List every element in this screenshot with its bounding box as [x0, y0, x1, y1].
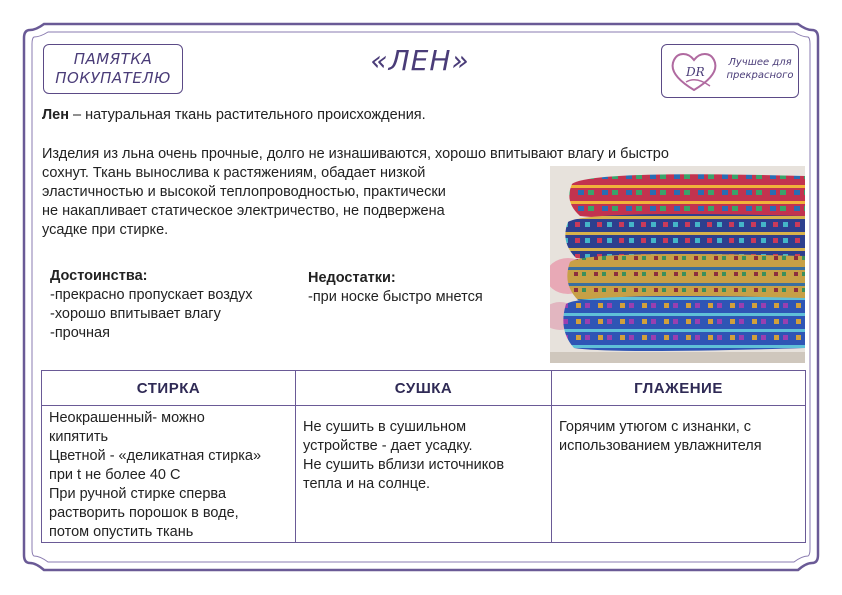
washing-line: Неокрашенный- можно	[49, 410, 205, 426]
care-instructions-table	[41, 370, 806, 543]
washing-line: потом опустить ткань	[49, 524, 194, 540]
disadvantages-heading: Недостатки:	[308, 270, 396, 286]
disadvantages-block	[308, 269, 483, 307]
washing-cell	[42, 406, 296, 543]
washing-line: кипятить	[49, 429, 109, 445]
drying-line: Не сушить в сушильном	[303, 419, 467, 435]
intro-term: Лен	[42, 107, 69, 123]
description-line: усадке при стирке.	[42, 222, 169, 238]
drying-line: тепла и на солнце.	[303, 476, 431, 492]
memo-badge	[43, 44, 183, 94]
advantage-item: -хорошо впитывает влагу	[50, 306, 221, 322]
advantages-heading: Достоинства:	[50, 268, 148, 284]
fabric-photo	[550, 166, 805, 363]
advantage-item: -прекрасно пропускает воздух	[50, 287, 253, 303]
drying-cell	[296, 406, 552, 543]
disadvantage-item: -при носке быстро мнется	[308, 289, 483, 305]
care-table-header-row	[42, 371, 806, 406]
advantage-item: -прочная	[50, 325, 110, 341]
washing-line: при t не более 40 С	[49, 467, 181, 483]
header-drying: СУШКА	[296, 371, 552, 406]
ironing-cell	[552, 406, 806, 543]
logo-slogan-line1: Лучшее для	[728, 57, 792, 68]
header-washing: СТИРКА	[42, 371, 296, 406]
intro-text: – натуральная ткань растительного происхождения.	[69, 107, 426, 123]
intro-definition	[42, 106, 602, 125]
washing-line: При ручной стирке сперва	[49, 486, 227, 502]
description-line: эластичностью и высокой теплопроводностью, практически	[42, 184, 446, 200]
description-line: не накапливает статическое электричество, не подвержена	[42, 203, 445, 219]
memo-badge-line1: ПАМЯТКА	[73, 50, 153, 68]
advantages-block	[50, 267, 253, 343]
logo-slogan	[724, 56, 796, 82]
heart-logo-icon	[666, 48, 724, 96]
washing-line: растворить порошок в воде,	[49, 505, 239, 521]
header-ironing: ГЛАЖЕНИЕ	[552, 371, 806, 406]
logo-initials: DR	[686, 65, 705, 79]
page-title: «ЛЕН»	[370, 44, 470, 77]
drying-line: Не сушить вблизи источников	[303, 457, 505, 473]
logo-slogan-line2: прекрасного	[726, 70, 794, 81]
drying-line: устройстве - дает усадку.	[303, 438, 473, 454]
washing-line: Цветной - «деликатная стирка»	[49, 448, 262, 464]
brand-logo	[661, 44, 799, 98]
care-table-row	[42, 406, 806, 543]
description-line: сохнут. Ткань вынослива к растяжениям, обадает низкой	[42, 165, 426, 181]
ironing-line: Горячим утюгом с изнанки, с	[559, 419, 752, 435]
memo-badge-line2: ПОКУПАТЕЛЮ	[55, 69, 171, 87]
ironing-line: использованием увлажнителя	[559, 438, 762, 454]
description-line: Изделия из льна очень прочные, долго не изнашиваются, хорошо впитывают влагу и быстро	[42, 146, 669, 162]
